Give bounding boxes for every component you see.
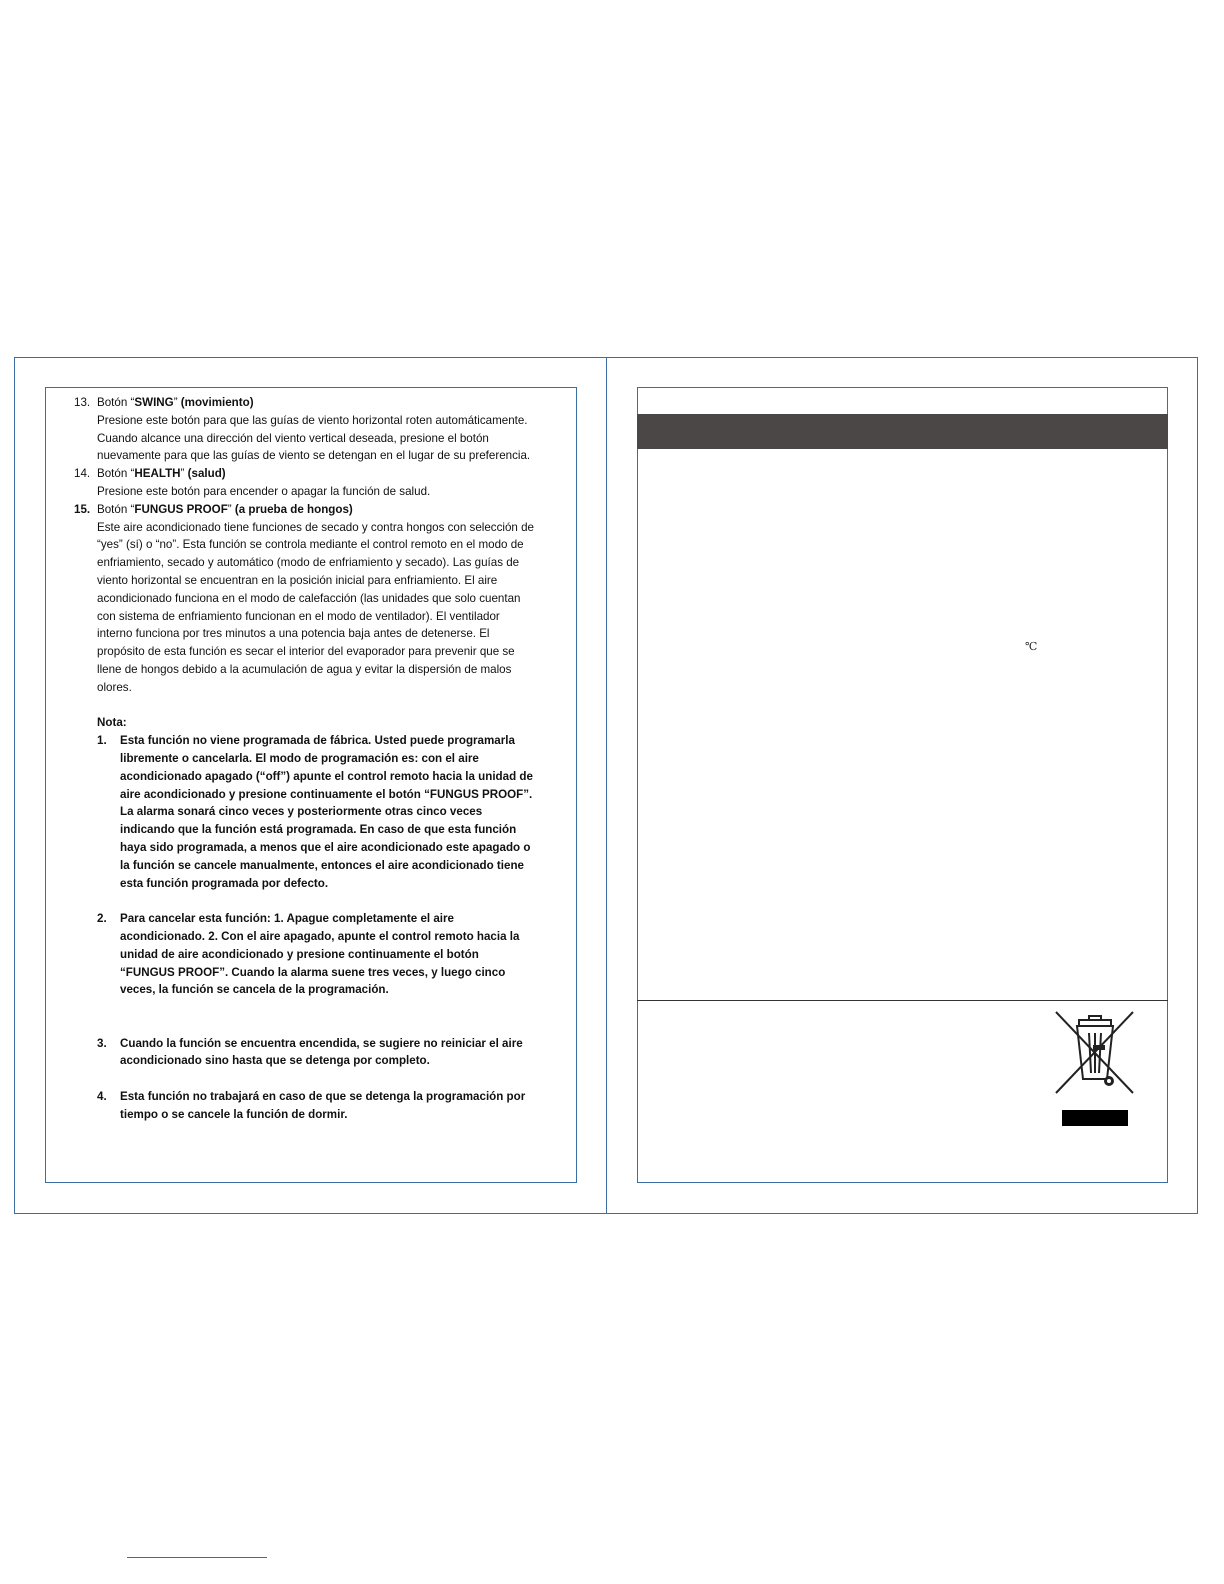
- heading-name: SWING: [134, 396, 174, 409]
- item-heading: [97, 394, 534, 412]
- nota-number: 3.: [97, 1036, 107, 1050]
- heading-quote: ”: [180, 467, 185, 481]
- black-bar-below-bin: [1062, 1110, 1128, 1126]
- swing-button-section: [74, 394, 534, 465]
- nota-number: 2.: [97, 912, 107, 926]
- nota-text: Esta función no trabajará en caso de que se detenga la programación por tiempo o se cancele la función de dormir.: [120, 1090, 526, 1121]
- heading-suffix: (salud): [184, 467, 226, 481]
- nota-item: [97, 1088, 534, 1124]
- item-number: 14.: [74, 467, 91, 481]
- nota-item: [97, 732, 534, 892]
- heading-quote: ”: [173, 396, 178, 409]
- nota-text: Para cancelar esta función: 1. Apague completamente el aire acondicionado. 2. Con el aire apagado, apunte el control remoto hacia la unidad de aire acondicionado y presione continuamente el botón “FUNGUS PROOF”. Cuando la alarma suene tres veces, y luego cinco veces, la función se cancela de la programación.: [120, 912, 520, 997]
- nota-title: Nota:: [97, 716, 127, 730]
- nota-text: Esta función no viene programada de fábrica. Usted puede programarla libremente o cancelarla. El modo de programación es: con el aire acondicionado apagado (“off”) apunte el control remoto hacia la unidad de aire acondicionado y presione continuamente el botón “FUNGUS PROOF”. La alarma sonará cinco veces y posteriormente otras cinco veces indicando que la función está programada. En caso de que esta función haya sido programada, a menos que el aire acondicionado este apagado o la función se cancele manualmente, entonces el aire acondicionado tiene esta función programada por defecto.: [120, 734, 533, 890]
- section-header-bar: [637, 414, 1168, 449]
- nota-text: Cuando la función se encuentra encendida, se sugiere no reiniciar el aire acondicionado sino hasta que se detenga por completo.: [120, 1036, 523, 1068]
- item-heading: [97, 501, 534, 519]
- weee-bin-icon: [1053, 1009, 1137, 1097]
- nota-number: 4.: [97, 1090, 107, 1104]
- item-heading: [97, 465, 534, 483]
- heading-suffix: (movimiento): [177, 396, 254, 409]
- heading-suffix: (a prueba de hongos): [231, 502, 353, 516]
- item-body: Este aire acondicionado tiene funciones de secado y contra hongos con selección de “yes” (sí) o “no”. Esta función se controla mediante el control remoto en el modo de enfriamiento, secado y automático (modo de enfriamiento y secado). Las guías de viento horizontal se encuentran en la posición inicial para enfriamiento. El aire acondicionado funciona en el modo de calefacción (las unidades que solo cuentan con sistema de enfriamiento funcionan en el modo de ventilador). El ventilador interno funciona por tres minutos a una potencia baja antes de detenerse. El propósito de esta función es secar el interior del evaporador para prevenir que se llene de hongos debido a la acumulación de agua y evitar la dispersión de malos olores.: [97, 520, 534, 694]
- nota-item: [97, 1035, 534, 1071]
- health-button-section: [74, 465, 534, 501]
- nota-item: [97, 910, 534, 999]
- heading-prefix: Botón “: [97, 396, 135, 409]
- page-divider: [606, 357, 607, 1214]
- celsius-symbol: ℃: [1025, 640, 1038, 653]
- item-number: 15.: [74, 502, 91, 516]
- heading-prefix: Botón “: [97, 502, 135, 516]
- fungus-proof-button-section: [74, 501, 534, 697]
- item-number: 13.: [74, 396, 91, 409]
- nota-list: [97, 732, 534, 1124]
- heading-quote: ”: [227, 502, 232, 516]
- heading-name: HEALTH: [134, 467, 181, 481]
- section-divider-line: [637, 1000, 1168, 1001]
- left-page-content: [74, 394, 534, 1124]
- item-body: Presione este botón para encender o apagar la función de salud.: [97, 484, 431, 498]
- nota-number: 1.: [97, 734, 107, 748]
- heading-name: FUNGUS PROOF: [134, 502, 228, 516]
- heading-prefix: Botón “: [97, 467, 135, 481]
- item-body: Presione este botón para que las guías de viento horizontal roten automáticamente. Cuando alcance una dirección del viento vertical deseada, presione el botón nuevamente para que las guías de viento se detengan en el lugar de su preferencia.: [97, 413, 531, 463]
- footnote-separator: [127, 1557, 267, 1558]
